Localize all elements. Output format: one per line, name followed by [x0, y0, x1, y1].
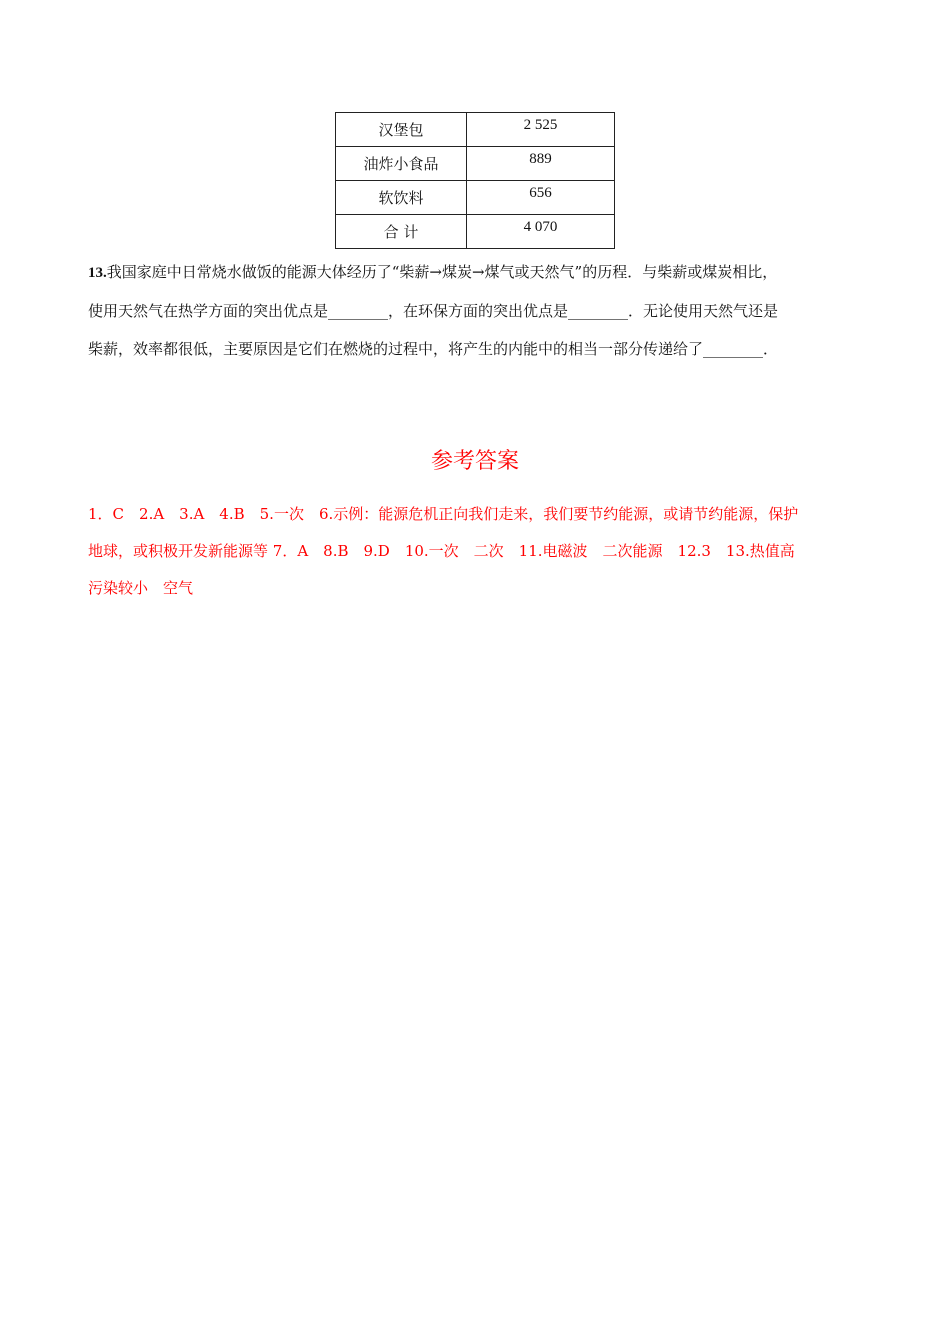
answer-line: 地球，或积极开发新能源等 7．A 8.B 9.D 10.一次 二次 11.电磁波 二次能源 12.3 13.热值高 [88, 542, 795, 560]
item-cell: 油炸小食品 [336, 147, 467, 181]
answer-key [88, 496, 868, 607]
question-line: 柴薪，效率都很低，主要原因是它们在燃烧的过程中，将产生的内能中的相当一部分传递给了________． [88, 340, 779, 358]
calorie-table [335, 112, 615, 249]
question-13 [88, 253, 868, 368]
question-number: 13. [88, 265, 107, 281]
question-line: 使用天然气在热学方面的突出优点是________，在环保方面的突出优点是________．无论使用天然气还是 [88, 302, 779, 320]
question-line [88, 253, 868, 292]
item-cell: 合 计 [336, 215, 467, 249]
answer-line: 1．C 2.A 3.A 4.B 5.一次 6.示例：能源危机正向我们走来，我们要节约能源，或请节约能源，保护 [88, 505, 799, 523]
table-row [336, 215, 615, 249]
question-text: 我国家庭中日常烧水做饭的能源大体经历了“柴薪→煤炭→煤气或天然气”的历程．与柴薪或煤炭相比， [106, 263, 778, 281]
value-cell: 656 [467, 177, 615, 211]
value-cell: 2 525 [467, 109, 615, 143]
table-row [336, 181, 615, 215]
table-row [336, 147, 615, 181]
answers-title: 参考答案 [430, 449, 519, 474]
item-cell: 汉堡包 [336, 113, 467, 147]
answer-line: 污染较小 空气 [88, 579, 194, 597]
table-row [336, 113, 615, 147]
item-cell: 软饮料 [336, 181, 467, 215]
value-cell: 889 [467, 143, 615, 177]
value-cell: 4 070 [467, 211, 615, 245]
